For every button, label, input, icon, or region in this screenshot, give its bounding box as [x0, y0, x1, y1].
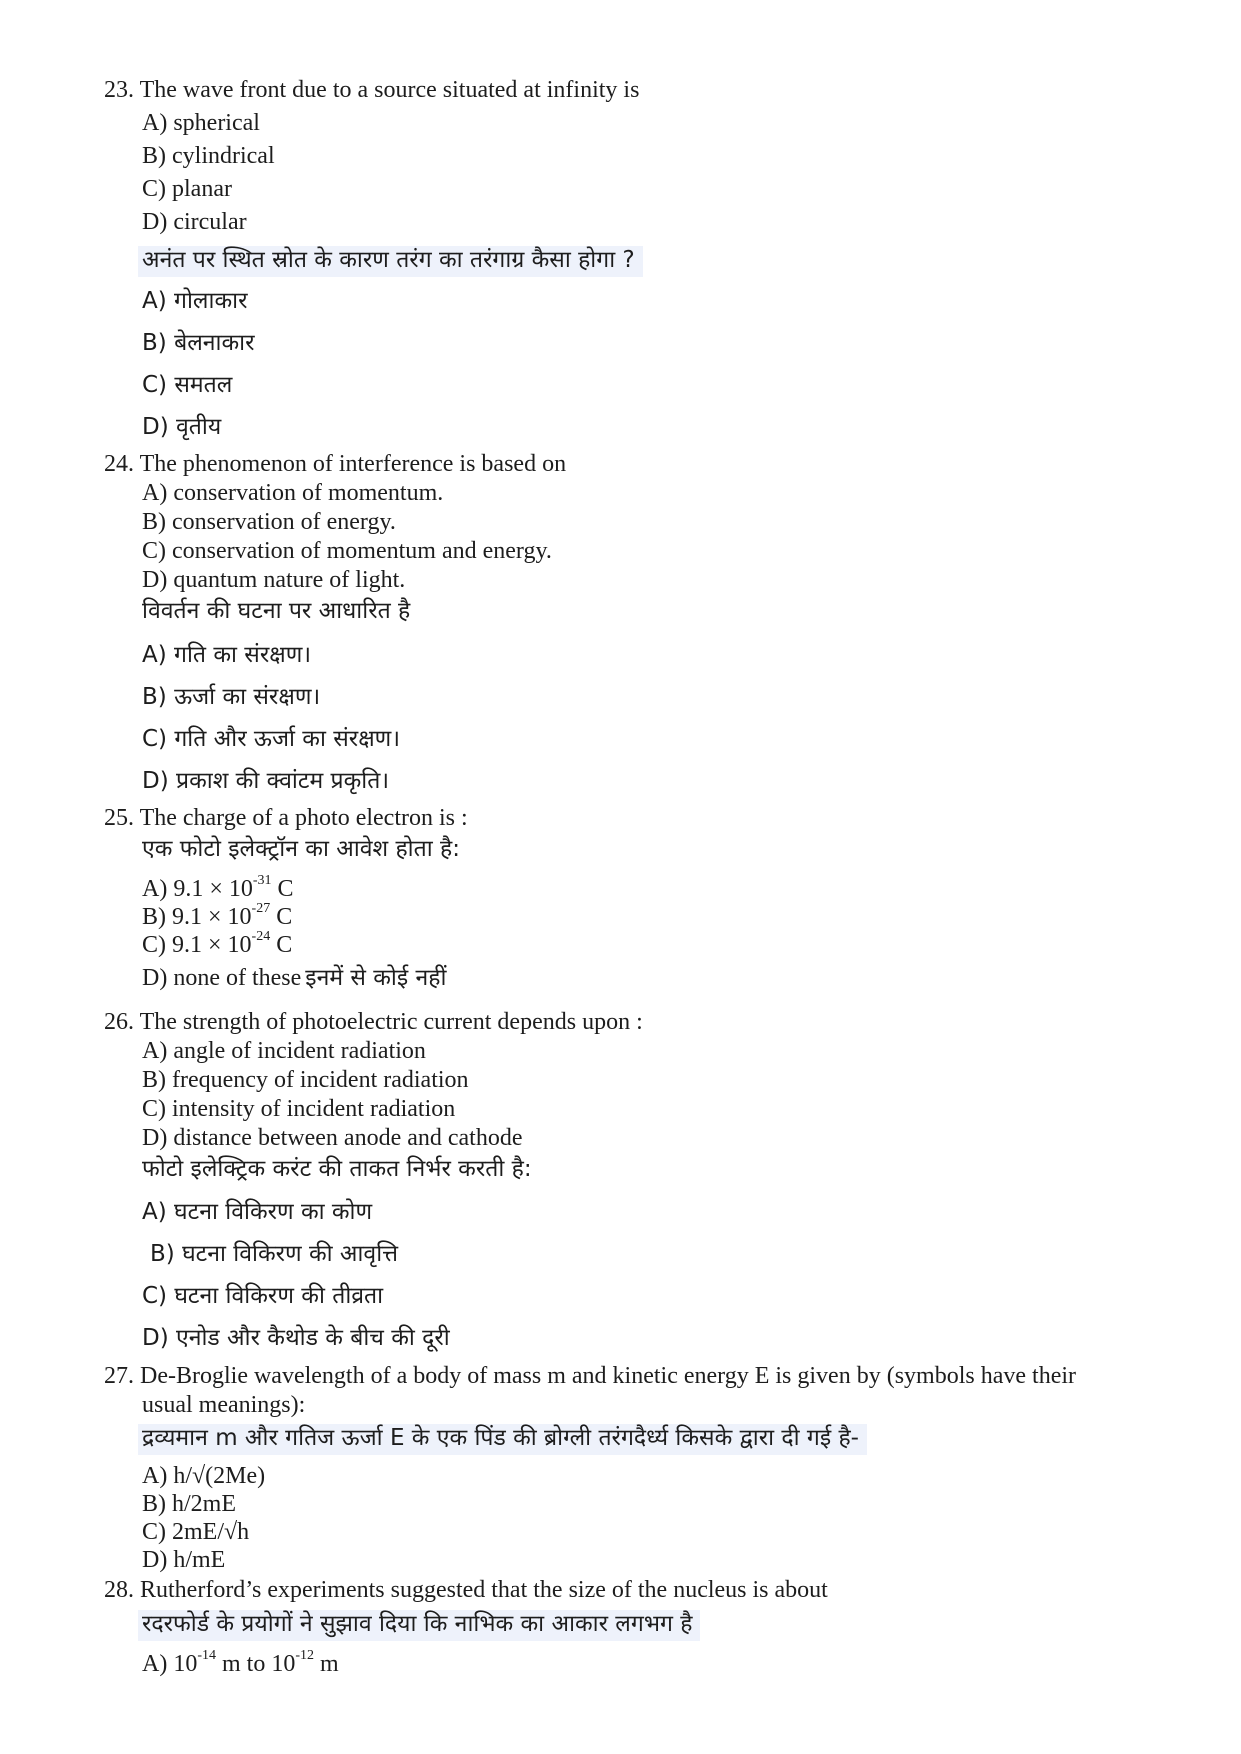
question-24: 24. The phenomenon of interference is based on	[104, 451, 567, 477]
q25-option-a-unit: C	[271, 876, 294, 902]
q26-hindi-option-b: B) घटना विकिरण की आवृत्ति	[150, 1241, 399, 1267]
q25-option-a	[142, 873, 294, 902]
q26-hindi-question: फोटो इलेक्ट्रिक करंट की ताकत निर्भर करती है:	[142, 1156, 532, 1182]
q27-option-a: A) h/√(2Me)	[142, 1463, 266, 1489]
q24-option-d: D) quantum nature of light.	[142, 567, 406, 593]
q23-hindi-option-b: B) बेलनाकार	[142, 330, 255, 356]
q28-option-a-exponent-2: -12	[295, 1648, 315, 1663]
q28-option-a-middle: m to 10	[216, 1651, 296, 1677]
q26-option-d: D) distance between anode and cathode	[142, 1125, 523, 1151]
q25-option-d-hindi: इनमें से कोई नहीं	[305, 965, 447, 991]
q26-hindi-option-d: D) एनोड और कैथोड के बीच की दूरी	[142, 1325, 450, 1351]
q24-option-a: A) conservation of momentum.	[142, 480, 444, 506]
q23-hindi-option-d: D) वृतीय	[142, 414, 222, 440]
q26-option-c: C) intensity of incident radiation	[142, 1096, 456, 1122]
q25-option-a-exponent: -31	[252, 873, 272, 888]
q23-hindi-option-c: C) समतल	[142, 372, 233, 398]
q25-option-b-unit: C	[270, 904, 293, 930]
question-26: 26. The strength of photoelectric current depends upon :	[104, 1009, 643, 1035]
q26-hindi-option-c: C) घटना विकिरण की तीव्रता	[142, 1283, 384, 1309]
q25-option-b-base: B) 9.1 × 10	[142, 904, 252, 930]
question-23: 23. The wave front due to a source situated at infinity is	[104, 77, 640, 103]
q26-option-a: A) angle of incident radiation	[142, 1038, 426, 1064]
question-27-line-1: 27. De-Broglie wavelength of a body of mass m and kinetic energy E is given by (symbols have their	[104, 1363, 1076, 1389]
q24-option-b: B) conservation of energy.	[142, 509, 396, 535]
q25-option-d	[142, 966, 446, 990]
q24-hindi-option-a: A) गति का संरक्षण।	[142, 642, 312, 668]
q23-option-b: B) cylindrical	[142, 143, 275, 169]
q28-option-a-unit: m	[314, 1651, 339, 1677]
question-28: 28. Rutherford’s experiments suggested that the size of the nucleus is about	[104, 1577, 828, 1603]
q27-option-b: B) h/2mE	[142, 1491, 236, 1517]
q25-option-c-exponent: -24	[251, 929, 271, 944]
q23-hindi-option-a: A) गोलाकार	[142, 288, 248, 314]
q25-hindi-question: एक फोटो इलेक्ट्रॉन का आवेश होता है:	[142, 836, 460, 862]
q27-option-d: D) h/mE	[142, 1547, 226, 1573]
q23-hindi-question: अनंत पर स्थित स्रोत के कारण तरंग का तरंगाग्र कैसा होगा ?	[138, 246, 643, 277]
q25-option-d-english: D) none of these	[142, 965, 302, 991]
q25-option-c-base: C) 9.1 × 10	[142, 932, 252, 958]
q23-option-d: D) circular	[142, 209, 247, 235]
q26-option-b: B) frequency of incident radiation	[142, 1067, 469, 1093]
q24-option-c: C) conservation of momentum and energy.	[142, 538, 552, 564]
q28-hindi-question: रदरफोर्ड के प्रयोगों ने सुझाव दिया कि नाभिक का आकार लगभग है	[138, 1610, 700, 1641]
q24-hindi-option-d: D) प्रकाश की क्वांटम प्रकृति।	[142, 768, 390, 794]
q28-option-a-exponent-1: -14	[197, 1648, 216, 1663]
question-27-line-2: usual meanings):	[142, 1392, 306, 1418]
q25-option-c	[142, 929, 293, 958]
q28-option-a	[142, 1648, 339, 1677]
q28-option-a-base: A) 10	[142, 1651, 198, 1677]
q27-option-c: C) 2mE/√h	[142, 1519, 250, 1545]
q25-option-c-unit: C	[270, 932, 293, 958]
q25-option-a-base: A) 9.1 × 10	[142, 876, 253, 902]
q23-option-c: C) planar	[142, 176, 232, 202]
q25-option-b-exponent: -27	[251, 901, 271, 916]
q24-hindi-option-b: B) ऊर्जा का संरक्षण।	[142, 684, 321, 710]
q26-hindi-option-a: A) घटना विकिरण का कोण	[142, 1199, 373, 1225]
question-25: 25. The charge of a photo electron is :	[104, 805, 468, 831]
q25-option-b	[142, 901, 293, 930]
q23-option-a: A) spherical	[142, 110, 260, 136]
q24-hindi-question: विवर्तन की घटना पर आधारित है	[142, 598, 411, 624]
q24-hindi-option-c: C) गति और ऊर्जा का संरक्षण।	[142, 726, 401, 752]
q27-hindi-question: द्रव्यमान m और गतिज ऊर्जा E के एक पिंड की ब्रोग्ली तरंगदैर्ध्य किसके द्वारा दी गई है-	[138, 1424, 867, 1455]
